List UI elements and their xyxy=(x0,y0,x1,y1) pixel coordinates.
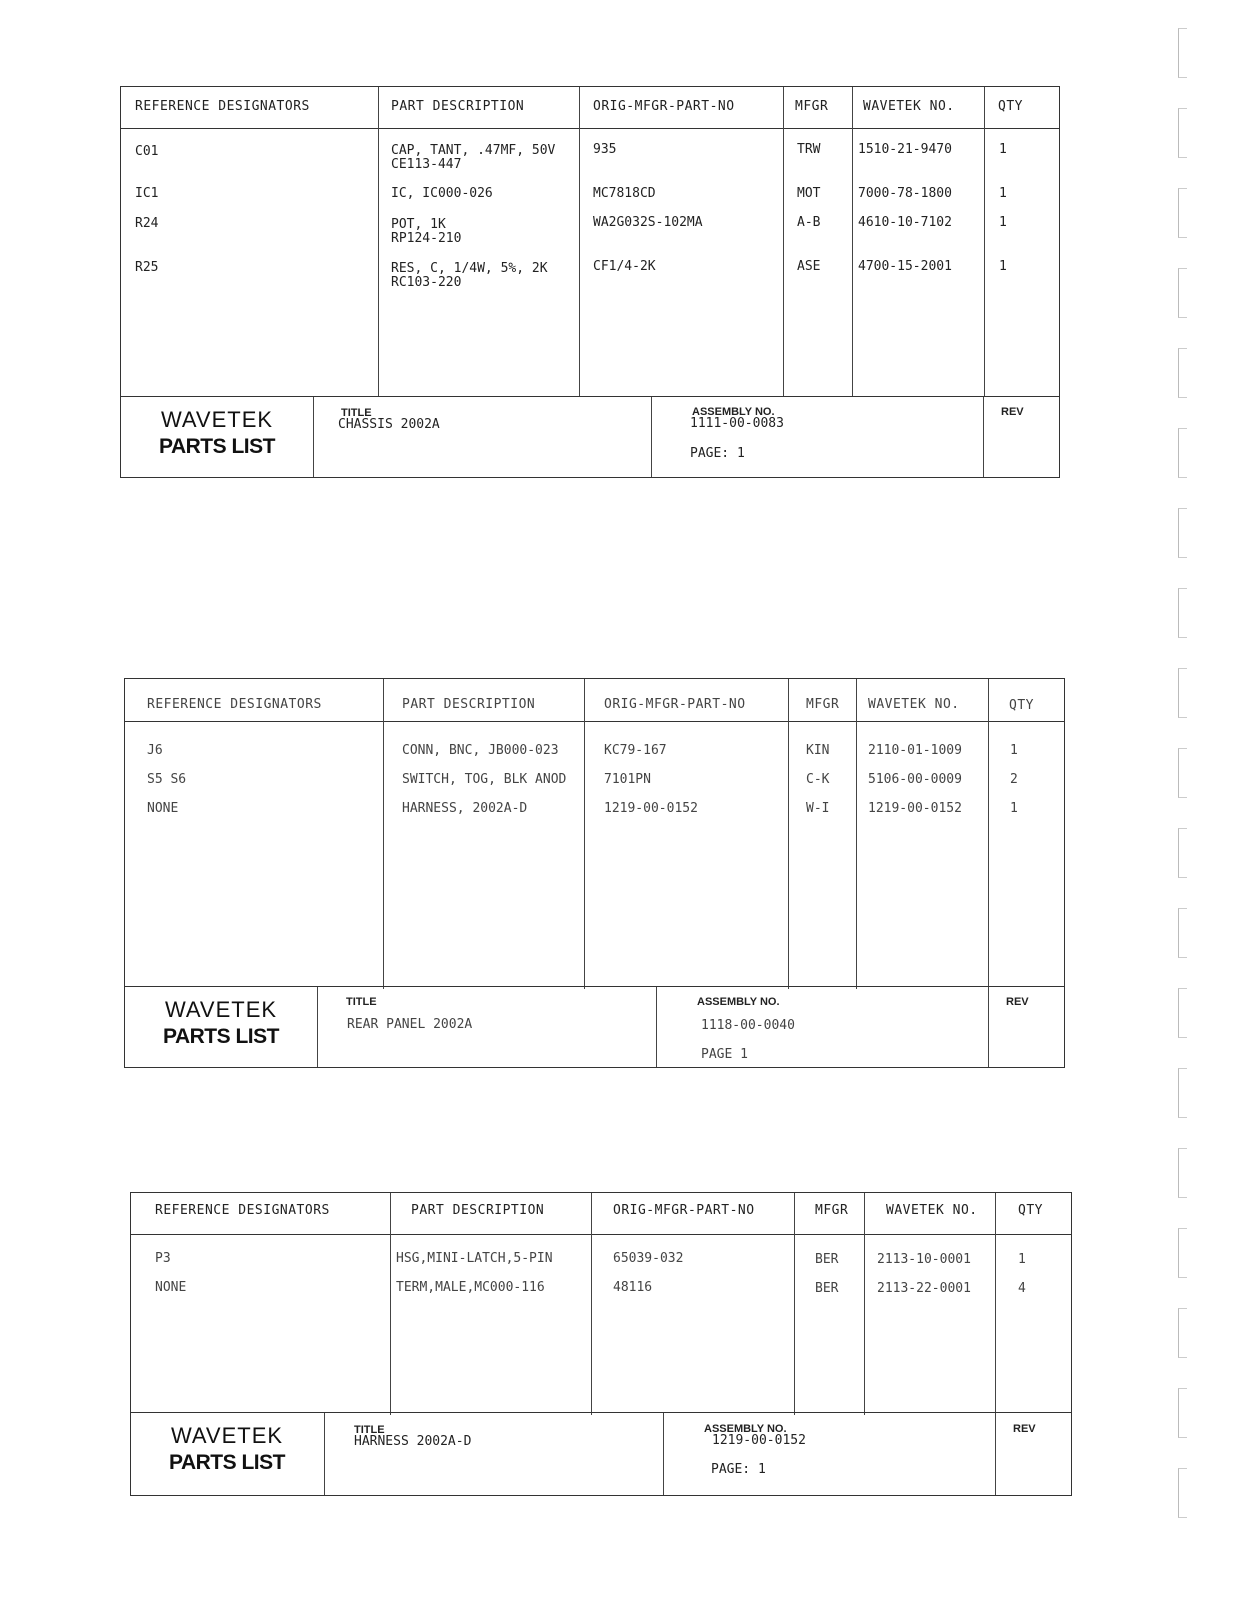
header-mfgr: MFGR xyxy=(815,1203,849,1218)
ref-cell: S5 S6 xyxy=(147,772,187,787)
ref-cell: NONE xyxy=(147,801,179,816)
qty-cell: 1 xyxy=(999,142,1007,157)
ref-cell: NONE xyxy=(155,1280,187,1295)
rev-label: REV xyxy=(1006,996,1029,1008)
wavetek-cell: 4610-10-7102 xyxy=(858,215,952,230)
wavetek-cell: 2110-01-1009 xyxy=(868,743,962,758)
desc-cell: CAP, TANT, .47MF, 50V xyxy=(391,143,556,158)
orig-cell: 65039-032 xyxy=(613,1251,684,1266)
qty-cell: 1 xyxy=(1018,1252,1026,1267)
parts-list-label: PARTS LIST xyxy=(159,435,275,458)
brand-name: WAVETEK xyxy=(160,407,274,432)
orig-cell: 935 xyxy=(593,142,617,157)
qty-cell: 1 xyxy=(1010,743,1018,758)
header-part-description: PART DESCRIPTION xyxy=(411,1203,545,1218)
page-value: PAGE: 1 xyxy=(690,446,745,461)
header-reference-designators: REFERENCE DESIGNATORS xyxy=(155,1203,330,1218)
assembly-no-value: 1219-00-0152 xyxy=(712,1433,806,1448)
mfgr-cell: W-I xyxy=(806,801,830,816)
wavetek-cell: 7000-78-1800 xyxy=(858,186,952,201)
title-label: TITLE xyxy=(341,407,372,419)
wavetek-cell: 4700-15-2001 xyxy=(858,259,952,274)
page-value: PAGE: 1 xyxy=(711,1462,766,1477)
desc-cell: HSG,MINI-LATCH,5-PIN xyxy=(396,1251,553,1266)
mfgr-cell: C-K xyxy=(806,772,830,787)
table-header xyxy=(131,1193,1071,1235)
wavetek-cell: 2113-10-0001 xyxy=(877,1252,971,1267)
header-orig-mfgr-part-no: ORIG-MFGR-PART-NO xyxy=(604,697,746,712)
title-value: REAR PANEL 2002A xyxy=(347,1017,473,1032)
header-wavetek-no: WAVETEK NO. xyxy=(886,1203,978,1218)
orig-cell: KC79-167 xyxy=(604,743,667,758)
ref-cell: R25 xyxy=(135,260,159,275)
desc-cell: CONN, BNC, JB000-023 xyxy=(402,743,559,758)
mfgr-cell: MOT xyxy=(797,186,821,201)
desc-cell: RES, C, 1/4W, 5%, 2K xyxy=(391,261,548,276)
header-part-description: PART DESCRIPTION xyxy=(391,99,525,114)
header-wavetek-no: WAVETEK NO. xyxy=(863,99,955,114)
title-value: CHASSIS 2002A xyxy=(338,417,440,432)
header-mfgr: MFGR xyxy=(795,99,829,114)
ref-cell: J6 xyxy=(147,743,163,758)
header-qty: QTY xyxy=(998,99,1023,114)
title-label: TITLE xyxy=(354,1424,385,1436)
wavetek-logo xyxy=(133,997,309,1049)
parts-list-sheet-2 xyxy=(124,678,1065,1068)
rev-label: REV xyxy=(1001,406,1024,418)
header-qty: QTY xyxy=(1018,1203,1043,1218)
parts-list-sheet-3 xyxy=(130,1192,1072,1496)
desc-cell: HARNESS, 2002A-D xyxy=(402,801,528,816)
header-reference-designators: REFERENCE DESIGNATORS xyxy=(147,697,322,712)
ref-cell: R24 xyxy=(135,216,159,231)
mfgr-cell: ASE xyxy=(797,259,821,274)
wavetek-logo xyxy=(139,1423,315,1475)
wavetek-cell: 1510-21-9470 xyxy=(858,142,952,157)
desc-cell-line2: RC103-220 xyxy=(391,275,462,290)
title-block xyxy=(121,396,1059,477)
wavetek-logo xyxy=(129,407,305,459)
brand-name: WAVETEK xyxy=(170,1423,284,1448)
qty-cell: 4 xyxy=(1018,1281,1026,1296)
desc-cell: TERM,MALE,MC000-116 xyxy=(396,1280,545,1295)
desc-cell: IC, IC000-026 xyxy=(391,186,493,201)
mfgr-cell: KIN xyxy=(806,743,830,758)
orig-cell: 1219-00-0152 xyxy=(604,801,698,816)
title-block xyxy=(125,986,1064,1067)
qty-cell: 2 xyxy=(1010,772,1018,787)
desc-cell: SWITCH, TOG, BLK ANOD xyxy=(402,772,567,787)
header-orig-mfgr-part-no: ORIG-MFGR-PART-NO xyxy=(613,1203,755,1218)
ref-cell: C01 xyxy=(135,144,159,159)
table-header xyxy=(125,679,1064,722)
header-wavetek-no: WAVETEK NO. xyxy=(868,697,960,712)
title-block xyxy=(131,1412,1071,1495)
mfgr-cell: TRW xyxy=(797,142,821,157)
qty-cell: 1 xyxy=(1010,801,1018,816)
brand-name: WAVETEK xyxy=(164,997,278,1022)
assembly-label: ASSEMBLY NO. xyxy=(704,1423,787,1435)
orig-cell: 48116 xyxy=(613,1280,653,1295)
header-reference-designators: REFERENCE DESIGNATORS xyxy=(135,99,310,114)
orig-cell: CF1/4-2K xyxy=(593,259,656,274)
rev-label: REV xyxy=(1013,1423,1036,1435)
desc-cell: POT, 1K xyxy=(391,217,446,232)
desc-cell-line2: CE113-447 xyxy=(391,157,462,172)
qty-cell: 1 xyxy=(999,186,1007,201)
orig-cell: 7101PN xyxy=(604,772,651,787)
mfgr-cell: BER xyxy=(815,1281,839,1296)
title-value: HARNESS 2002A-D xyxy=(354,1434,472,1449)
header-mfgr: MFGR xyxy=(806,697,840,712)
assembly-no-value: 1111-00-0083 xyxy=(690,416,784,431)
desc-cell-line2: RP124-210 xyxy=(391,231,462,246)
assembly-label: ASSEMBLY NO. xyxy=(692,406,775,418)
wavetek-cell: 1219-00-0152 xyxy=(868,801,962,816)
wavetek-cell: 2113-22-0001 xyxy=(877,1281,971,1296)
mfgr-cell: BER xyxy=(815,1252,839,1267)
header-qty: QTY xyxy=(1009,698,1034,713)
qty-cell: 1 xyxy=(999,259,1007,274)
orig-cell: WA2G032S-102MA xyxy=(593,215,703,230)
qty-cell: 1 xyxy=(999,215,1007,230)
parts-list-label: PARTS LIST xyxy=(163,1025,279,1048)
table-header xyxy=(121,87,1059,129)
parts-list-label: PARTS LIST xyxy=(169,1451,285,1474)
header-part-description: PART DESCRIPTION xyxy=(402,697,536,712)
ref-cell: P3 xyxy=(155,1251,171,1266)
assembly-label: ASSEMBLY NO. xyxy=(697,996,780,1008)
wavetek-cell: 5106-00-0009 xyxy=(868,772,962,787)
assembly-no-value: 1118-00-0040 xyxy=(701,1018,795,1033)
page-value: PAGE 1 xyxy=(701,1047,748,1062)
ref-cell: IC1 xyxy=(135,186,159,201)
orig-cell: MC7818CD xyxy=(593,186,656,201)
mfgr-cell: A-B xyxy=(797,215,821,230)
title-label: TITLE xyxy=(346,996,377,1008)
header-orig-mfgr-part-no: ORIG-MFGR-PART-NO xyxy=(593,99,735,114)
parts-list-sheet-1 xyxy=(120,86,1060,478)
